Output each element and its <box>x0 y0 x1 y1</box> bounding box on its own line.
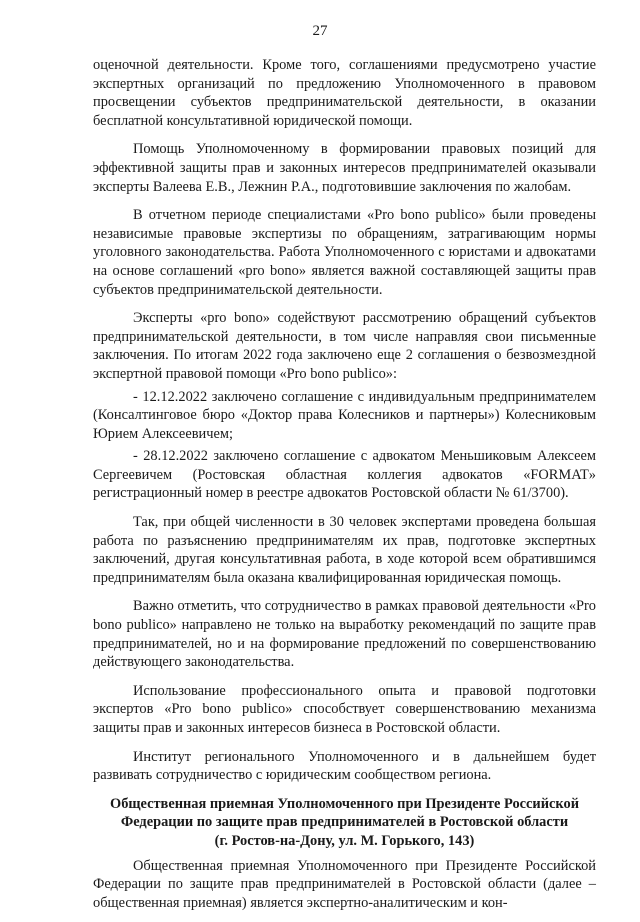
section-heading-line-1: Общественная приемная Уполномоченного при Президенте Российской <box>110 795 579 812</box>
paragraph-cooperation: Важно отметить, что сотрудничество в рамках правовой деятельности «Pro bono publico» направлено не только на выработку рекомендаций по защите прав предпринимателей, но и на формирование предложений по совершенствованию действующего законодательства. <box>93 598 596 671</box>
paragraph-agreement-1: - 12.12.2022 заключено соглашение с индивидуальным предпринимателем (Консалтинговое бюро «Доктор права Колесников и партнеры») Колесниковым Юрием Алексеевичем; <box>93 388 596 442</box>
paragraph-public-reception: Общественная приемная Уполномоченного при Президенте Российской Федерации по защите прав предпринимателей в Ростовской области (далее – общественная приемная) является экспертно-аналитическим и кон- <box>93 857 596 911</box>
paragraph-continuation: оценочной деятельности. Кроме того, соглашениями предусмотрено участие экспертных организаций по предложению Уполномоченного в правовом просвещении субъектов предпринимательской деятельности, в оказании бесплатной консультативной юридической помощи. <box>93 57 596 129</box>
section-heading <box>93 795 596 851</box>
section-heading-line-2: Федерации по защите прав предпринимателей в Ростовской области <box>120 814 569 831</box>
paragraph-experts-help: Помощь Уполномоченному в формировании правовых позиций для эффективной защиты прав и законных интересов предпринимателей оказывали эксперты Валеева Е.В., Лежнин Р.А., подготовившие заключения по жалобам. <box>93 141 596 195</box>
paragraph-agreement-2: - 28.12.2022 заключено соглашение с адвокатом Меньшиковым Алексеем Сергеевичем (Ростовская областная коллегия адвокатов «FORMAT» регистрационный номер в реестре адвокатов Ростовской области № 61/3700). <box>93 448 596 502</box>
paragraph-experience: Использование профессионального опыта и правовой подготовки экспертов «Pro bono publico» способствует совершенствованию механизма защиты прав и законных интересов бизнеса в Ростовской области. <box>93 682 596 736</box>
page-number: 27 <box>312 23 328 39</box>
paragraph-pro-bono-review: В отчетном периоде специалистами «Pro bono publico» были проведены независимые правовые экспертизы по обращениям, затрагивающим нормы уголовного законодательства. Работа Уполномоченного с юристами и адвокатами на основе соглашений «pro bono» является важной составляющей защиты прав субъектов предпринимательской деятельности. <box>93 207 596 298</box>
paragraph-agreements-intro: Эксперты «pro bono» содействуют рассмотрению обращений субъектов предпринимательской деятельности, в том числе направляя свои письменные заключения. По итогам 2022 года заключено еще 2 соглашения о безвозмездной экспертной правовой помощи «Pro bono publico»: <box>93 310 596 382</box>
paragraph-work-results: Так, при общей численности в 30 человек экспертами проведена большая работа по разъяснению предпринимателям их прав, подготовке экспертных заключений, другая консультативная работа, в ходе которой всем обратившимся предпринимателям была оказана квалифицированная юридическая помощь. <box>93 514 596 586</box>
section-heading-line-3: (г. Ростов-на-Дону, ул. М. Горького, 143) <box>214 832 475 849</box>
paragraph-institute: Институт регионального Уполномоченного и в дальнейшем будет развивать сотрудничество с юридическим сообществом региона. <box>93 748 596 784</box>
page-body <box>93 56 596 922</box>
